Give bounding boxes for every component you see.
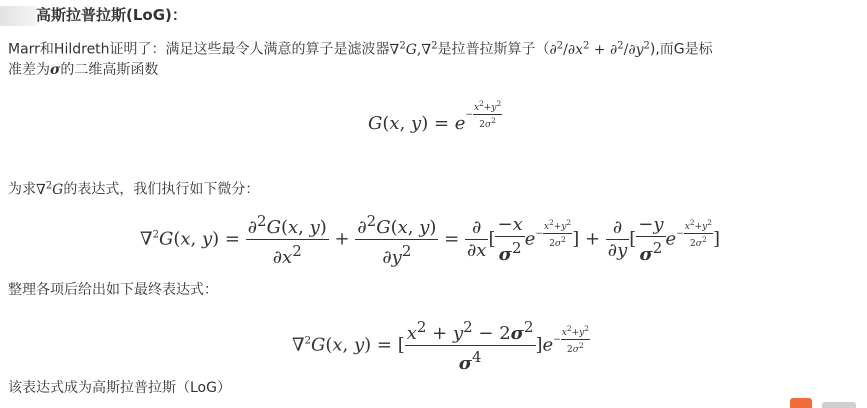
- formula-inline-laplacian-g-2: ∇$^2$G: [36, 180, 64, 198]
- paragraph-1-line-1: [8, 36, 713, 60]
- paragraph-1-text-b: 是拉普拉斯算子（: [437, 41, 550, 58]
- paragraph-1-line-2: [8, 60, 158, 80]
- formula-inline-laplacian-operator: $\partial^2/\partial x^2 + \partial^2/\partial y^2$: [549, 40, 650, 58]
- paragraph-2: [8, 176, 259, 200]
- equation-log-final: ∇$^2$G(x, y) = [ $\frac{x^2 + y^2 - 2\sigma^2}{\sigma^4}$ ]e− $\frac{x^2+y^2}{2\sigma^2}$: [292, 318, 590, 374]
- paragraph-1-text-c: ),而G是标: [649, 41, 713, 58]
- paragraph-2-text-a: 为求: [8, 181, 36, 198]
- heading-decoration: [0, 6, 36, 26]
- equation-gaussian: G(x, y) = e− $\frac{x^2+y^2}{2\sigma^2}$: [368, 99, 502, 134]
- floating-widget-icon[interactable]: [790, 398, 812, 408]
- paragraph-1-text-a: Marr和Hildreth证明了：满足这些最令人满意的算子是滤波器: [8, 41, 390, 58]
- paragraph-1-text-e: 的二维高斯函数: [60, 62, 159, 78]
- formula-inline-laplacian-g: ∇$^2$G,∇$^2$: [389, 40, 438, 58]
- paragraph-2-text-b: 的表达式，我们执行如下微分：: [63, 181, 260, 198]
- paragraph-3: 整理各项后给出如下最终表达式：: [8, 282, 218, 298]
- paragraph-1-text-d: 准差为: [8, 62, 50, 78]
- floating-widget-tab[interactable]: [822, 402, 856, 408]
- section-heading: 高斯拉普拉斯(LoG)：: [36, 6, 187, 24]
- equation-differentiation: ∇$^2$G(x, y) = $\frac{\partial^2G(x, y)}{\partial x^2}$ + $\frac{\partial^2G(x, y)}{\partial y^2}$ = $\frac{\partial}{\partial x}$ [ $\frac{-x}{\sigma^2}$ e− $\frac{x^2+y^2}{2\sigma^2}$ ] + $\frac{\partial}{\partial y}$ [ $\frac{-y}{\sigma^2}$ e− $\frac{x^2+y^2}{2\sigma^2}$ ]: [140, 212, 721, 268]
- paragraph-4: 该表达式成为高斯拉普拉斯（LoG）: [8, 380, 231, 396]
- sigma-symbol: σ: [50, 62, 61, 78]
